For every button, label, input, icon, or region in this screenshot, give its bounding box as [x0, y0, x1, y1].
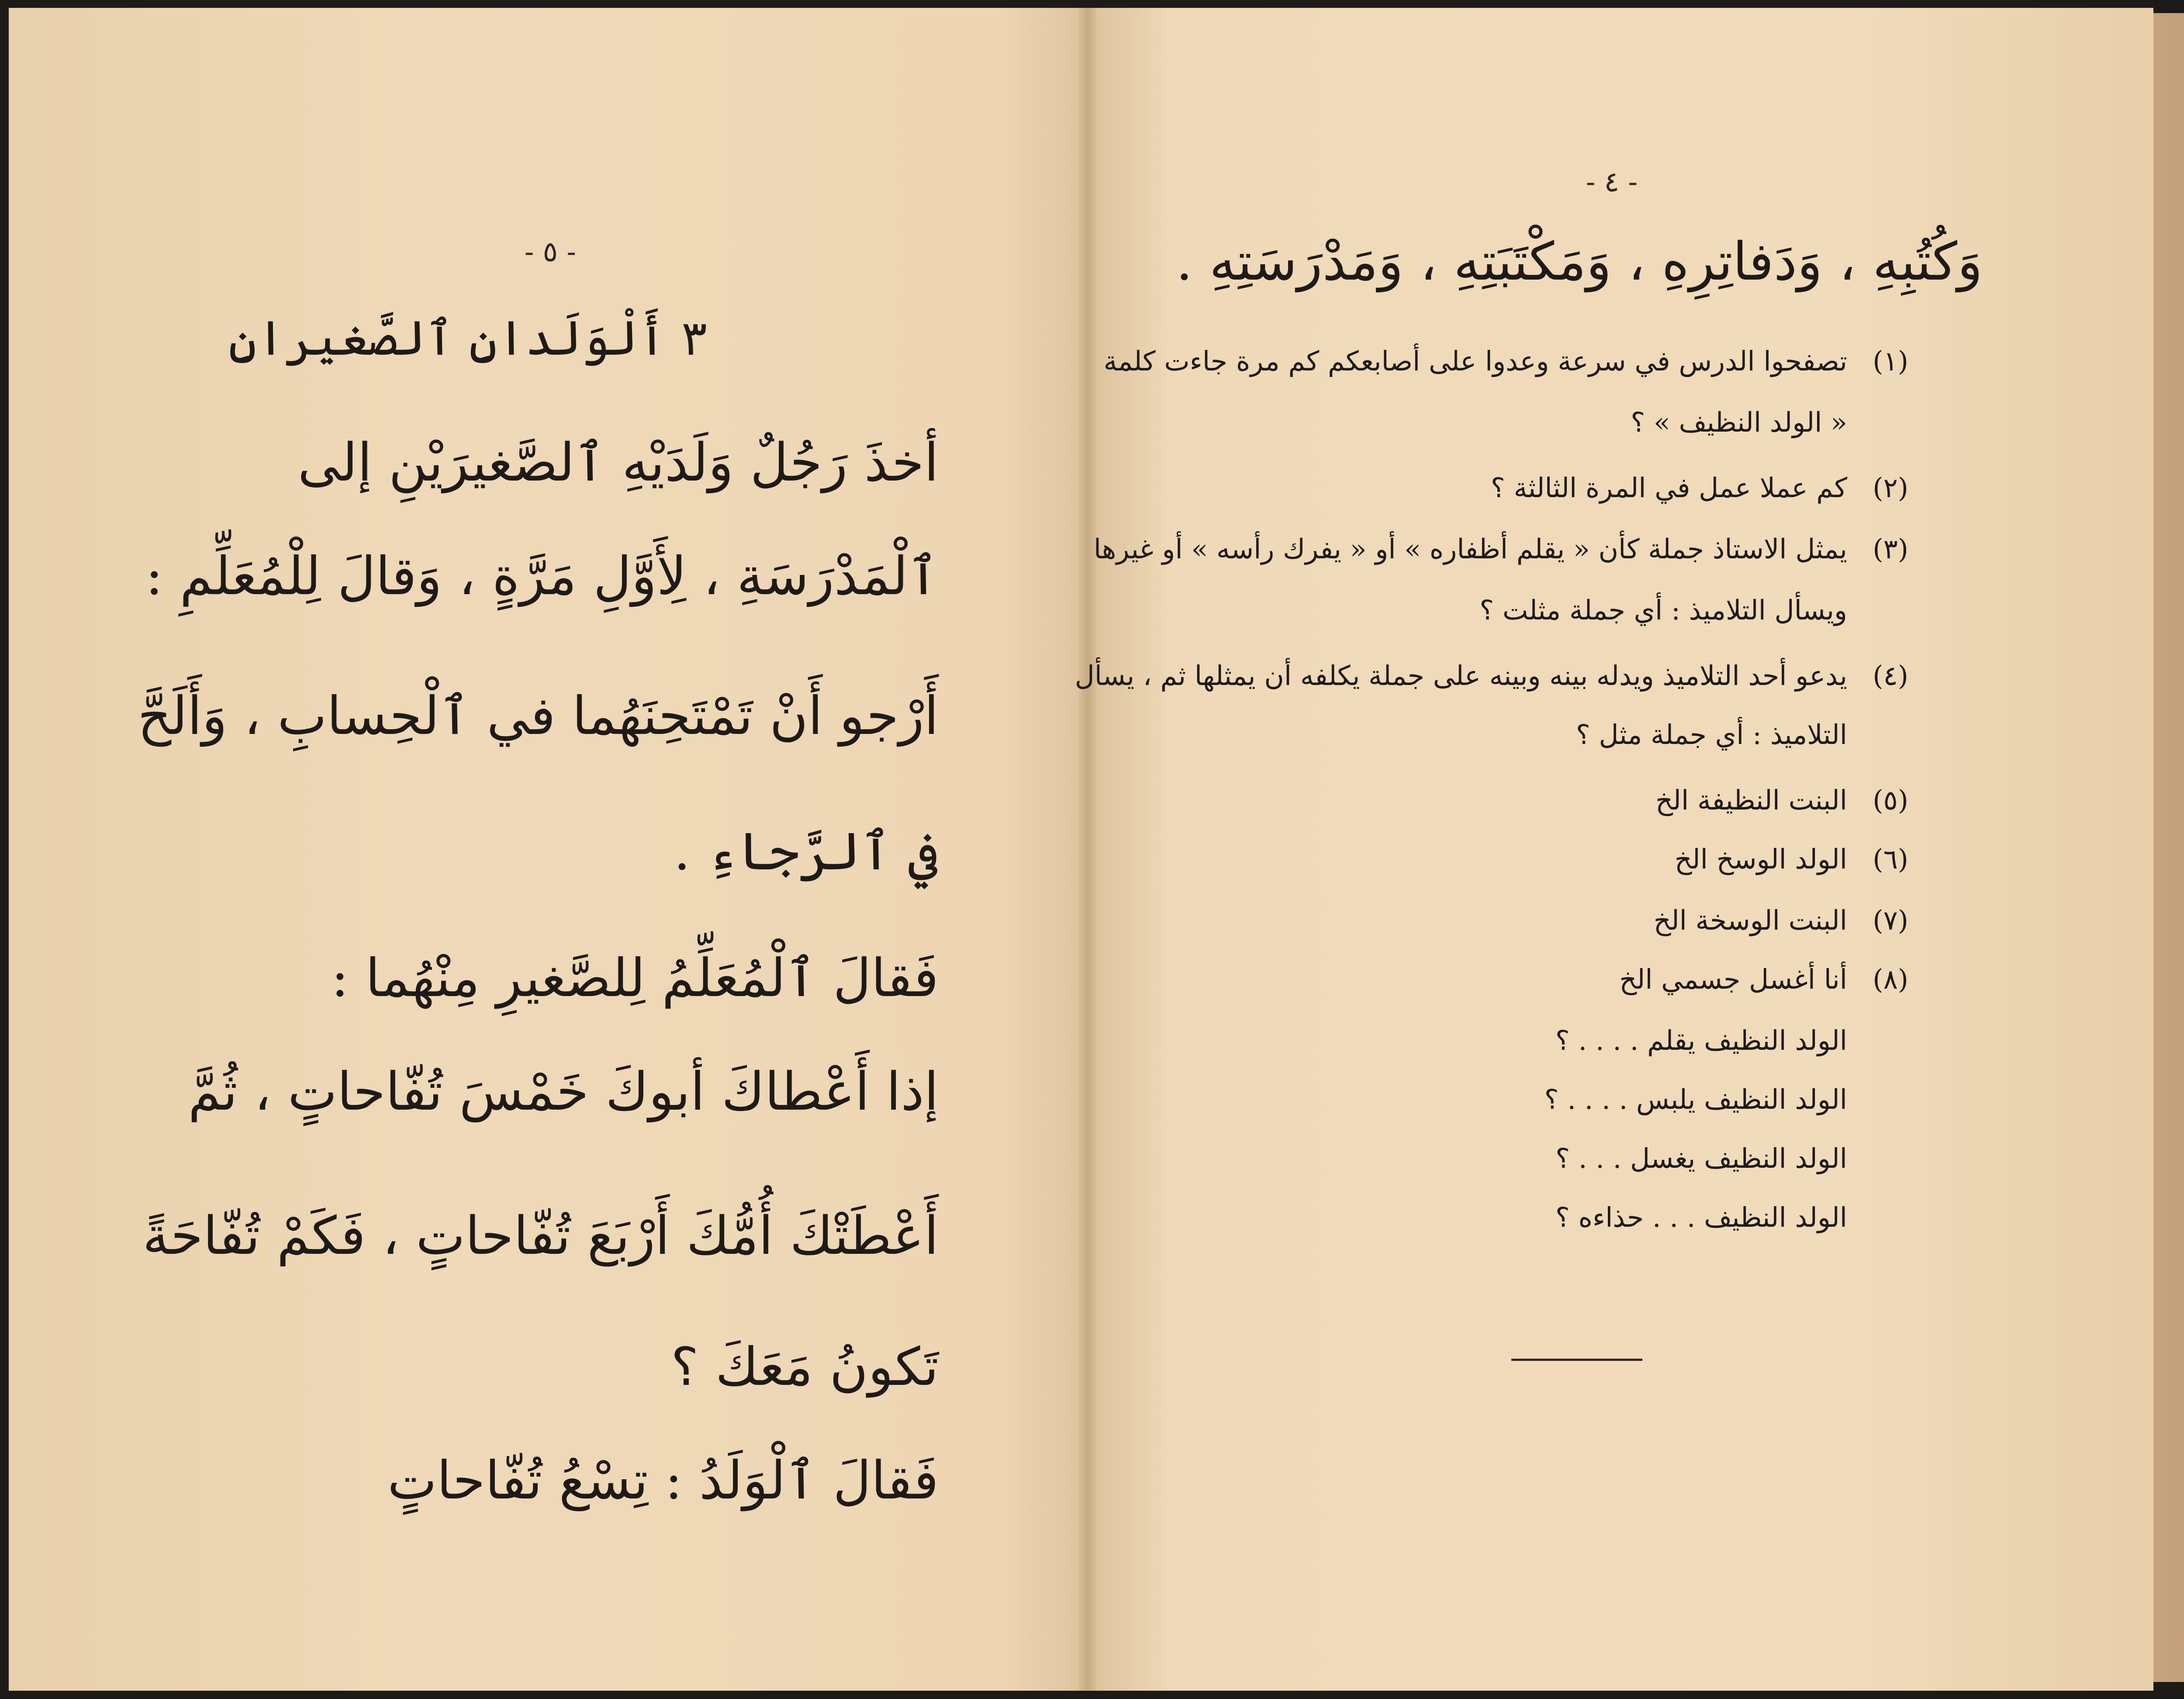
left-line-2: ٱلْمَدْرَسَةِ ، لِأَوَّلِ مَرَّةٍ ، وَقالَ لِلْمُعَلِّمِ :: [145, 546, 939, 607]
question-marker: (٨): [1873, 963, 1908, 995]
left-line-8: تَكونُ مَعَكَ ؟: [670, 1337, 939, 1398]
left-line-6: إذا أَعْطاكَ أبوكَ خَمْسَ تُفّاحاتٍ ، ثُمَّ: [188, 1062, 939, 1122]
left-line-1: أخذَ رَجُلٌ وَلَدَيْهِ ٱلصَّغيرَيْنِ إلى: [297, 433, 939, 493]
question-continuation: « الولد النظيف » ؟: [1631, 406, 1847, 438]
question-text: تصفحوا الدرس في سرعة وعدوا على أصابعكم كم مرة جاءت كلمة: [1103, 345, 1847, 377]
left-line-4: في ٱلرَّجاءِ .: [674, 821, 939, 882]
question-text: أنا أغسل جسمي الخ: [1619, 963, 1847, 995]
question-text: البنت الوسخة الخ: [1653, 904, 1847, 936]
question-marker: (٥): [1873, 784, 1908, 816]
question-text: كم عملا عمل في المرة الثالثة ؟: [1490, 472, 1847, 504]
book-gutter: [1079, 8, 1096, 1691]
question-text: يدعو أحد التلاميذ ويدله بينه وبينه على جملة يكلفه أن يمثلها ثم ، يسأل: [1075, 660, 1847, 692]
left-line-3: أَرْجو أَنْ تَمْتَحِنَهُما في ٱلْحِسابِ ، وَأَلَحَّ: [137, 686, 939, 747]
right-page-number: - ٤ -: [1586, 166, 1638, 198]
fill-in-line: الولد النظيف . . . حذاءه ؟: [1555, 1201, 1847, 1233]
question-text: يمثل الاستاذ جملة كأن « يقلم أظفاره » أو « يفرك رأسه » أو غيرها: [1093, 533, 1847, 565]
question-marker: (٢): [1873, 472, 1908, 504]
fill-in-line: الولد النظيف يلبس . . . . ؟: [1544, 1083, 1847, 1115]
question-text: الولد الوسخ الخ: [1674, 843, 1847, 875]
left-page-number: - ٥ -: [524, 236, 576, 268]
question-marker: (٦): [1873, 843, 1908, 875]
left-line-5: فَقالَ ٱلْمُعَلِّمُ لِلصَّغيرِ مِنْهُما :: [331, 948, 939, 1009]
heading-line: وَكُتُبِهِ ، وَدَفاتِرِهِ ، وَمَكْتَبَتِهِ ، وَمَدْرَسَتِهِ .: [1176, 232, 1983, 292]
question-marker: (٧): [1873, 904, 1908, 936]
left-line-7: أَعْطَتْكَ أُمُّكَ أَرْبَعَ تُفّاحاتٍ ، فَكَمْ تُفّاحَةً: [142, 1206, 939, 1266]
fill-in-line: الولد النظيف يقلم . . . . ؟: [1555, 1024, 1847, 1056]
question-marker: (٤): [1873, 660, 1908, 692]
end-rule: [1511, 1359, 1642, 1361]
question-text: البنت النظيفة الخ: [1655, 784, 1847, 816]
lesson-title: ٣ أَلْوَلَدانِ ٱلصَّغيرانِ: [228, 310, 707, 366]
fill-in-line: الولد النظيف يغسل . . . ؟: [1555, 1142, 1847, 1174]
question-continuation: التلاميذ : أي جملة مثل ؟: [1576, 719, 1847, 751]
question-marker: (١): [1873, 345, 1908, 377]
question-marker: (٣): [1873, 533, 1908, 565]
left-line-9: فَقالَ ٱلْوَلَدُ : تِسْعُ تُفّاحاتٍ: [387, 1450, 939, 1511]
question-continuation: ويسأل التلاميذ : أي جملة مثلت ؟: [1479, 594, 1847, 626]
